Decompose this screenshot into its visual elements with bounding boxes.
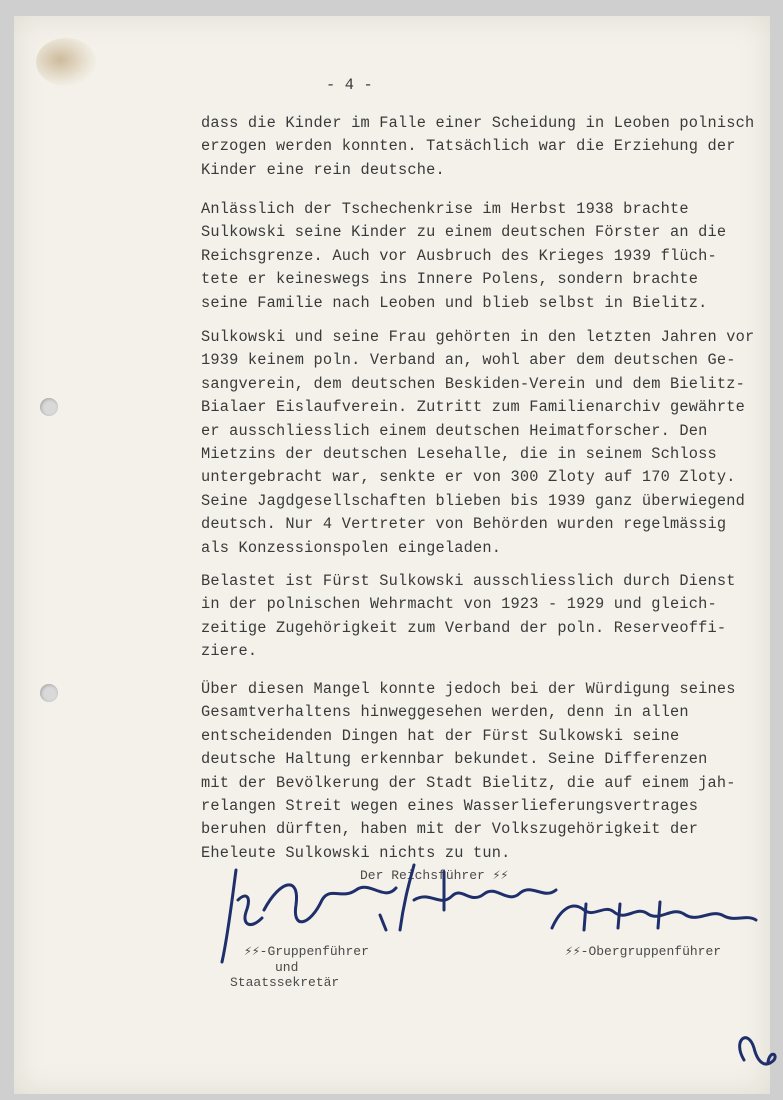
paragraph-3 xyxy=(201,326,761,560)
text-line: Seine Jagdgesellschaften blieben bis 1939 ganz überwiegend xyxy=(201,491,746,510)
text-line: untergebracht war, senkte er von 300 Zloty auf 170 Zloty. xyxy=(201,468,736,487)
text-line: ziere. xyxy=(201,642,258,661)
text-line: seine Familie nach Leoben und blieb selbst in Bielitz. xyxy=(201,293,708,312)
text-line: Mietzins der deutschen Lesehalle, die in seinem Schloss xyxy=(201,445,717,464)
signature-caption-staatssekretaer: Staatssekretär xyxy=(230,975,340,990)
text-line: deutsch. Nur 4 Vertreter von Behörden wurden regelmässig xyxy=(201,515,727,534)
text-line: tete er keineswegs ins Innere Polens, sondern brachte xyxy=(201,270,699,289)
paper-stain xyxy=(36,38,96,86)
page-number: - 4 - xyxy=(326,76,373,94)
paragraph-4 xyxy=(201,570,761,664)
text-line: Kinder eine rein deutsche. xyxy=(201,160,445,179)
text-line: Über diesen Mangel konnte jedoch bei der Würdigung seines xyxy=(201,680,736,698)
paragraph-1 xyxy=(201,112,761,182)
paragraph-2 xyxy=(201,198,761,315)
text-line: zeitige Zugehörigkeit zum Verband der poln. Reserveoffi- xyxy=(201,618,727,637)
signature-caption-obergruppenfuehrer: ⚡⚡-Obergruppenführer xyxy=(565,944,722,959)
text-line: erzogen werden konnten. Tatsächlich war die Erziehung der xyxy=(201,137,736,156)
text-line: Sulkowski und seine Frau gehörten in den letzten Jahren vor xyxy=(201,328,755,346)
text-line: mit der Bevölkerung der Stadt Bielitz, die auf einem jah- xyxy=(201,773,736,792)
punch-hole-top xyxy=(40,398,58,416)
text-line: 1939 keinem poln. Verband an, wohl aber dem deutschen Ge- xyxy=(201,351,736,370)
punch-hole-bottom xyxy=(40,684,58,702)
text-line: dass die Kinder im Falle einer Scheidung in Leoben polnisch xyxy=(201,114,755,132)
text-line: beruhen dürften, haben mit der Volkszugehörigkeit der xyxy=(201,820,699,839)
text-line: er ausschliesslich einem deutschen Heimatforscher. Den xyxy=(201,421,708,440)
text-line: sangverein, dem deutschen Beskiden-Verein und dem Bielitz- xyxy=(201,374,746,393)
text-line: Reichsgrenze. Auch vor Ausbruch des Krieges 1939 flüch- xyxy=(201,246,717,265)
text-line: relangen Streit wegen eines Wasserlieferungsvertrages xyxy=(201,797,699,816)
paragraph-5 xyxy=(201,678,761,865)
text-line: deutsche Haltung erkennbar bekundet. Seine Differenzen xyxy=(201,750,708,769)
text-line: Anlässlich der Tschechenkrise im Herbst 1938 brachte xyxy=(201,200,689,218)
text-line: als Konzessionspolen eingeladen. xyxy=(201,538,502,557)
text-line: entscheidenden Dingen hat der Fürst Sulkowski seine xyxy=(201,726,680,745)
text-line: Gesamtverhaltens hinweggesehen werden, denn in allen xyxy=(201,703,689,722)
signature-caption-reichsfuehrer: Der Reichsführer ⚡⚡ xyxy=(360,868,509,883)
text-line: in der polnischen Wehrmacht von 1923 - 1929 und gleich- xyxy=(201,595,717,614)
text-line: Bialaer Eislaufverein. Zutritt zum Familienarchiv gewährte xyxy=(201,398,746,417)
signature-caption-gruppenfuehrer: ⚡⚡-Gruppenführer xyxy=(244,944,369,959)
text-line: Eheleute Sulkowski nichts zu tun. xyxy=(201,843,511,862)
text-line: Sulkowski seine Kinder zu einem deutschen Förster an die xyxy=(201,223,727,242)
text-line: Belastet ist Fürst Sulkowski ausschliesslich durch Dienst xyxy=(201,572,736,590)
signature-caption-und: und xyxy=(275,960,299,975)
